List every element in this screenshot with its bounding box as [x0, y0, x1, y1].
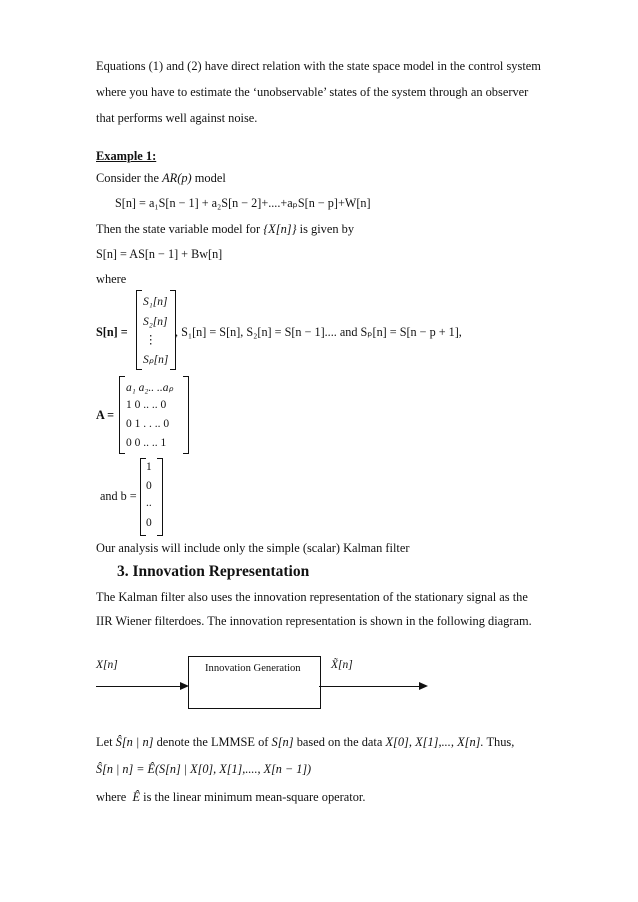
operator-line: [96, 790, 365, 805]
section-heading: 3. Innovation Representation: [117, 563, 310, 580]
consider-suffix: model: [194, 171, 226, 185]
s-vector-row: S₁[n]: [143, 296, 168, 308]
a-matrix-label: A =: [96, 408, 115, 422]
paragraph-line: The Kalman filter also uses the innovation representation of the stationary signal as the: [96, 590, 528, 604]
estimate-equation: Ŝ[n | n] = Ê(S[n] | X[0], X[1],...., X[n − 1]): [96, 762, 312, 776]
state-variable-prefix: Then the state variable model for: [96, 222, 261, 236]
state-variable-set: {X[n]}: [263, 222, 297, 236]
operator-description: is the linear minimum mean-square operator.: [143, 790, 366, 804]
state-variable-suffix: is given by: [299, 222, 355, 236]
example-title: Example 1:: [96, 149, 157, 163]
input-arrow: [96, 686, 180, 687]
b-vector-row: 0: [146, 480, 152, 492]
where-label: where: [96, 272, 127, 286]
model-name: AR(p): [162, 171, 192, 185]
a-matrix-row: 1 0 .. .. 0: [126, 399, 167, 411]
diagram-input-label: X[n]: [96, 659, 118, 671]
output-arrowhead: [419, 682, 428, 690]
state-equation: S[n] = AS[n − 1] + Bw[n]: [96, 247, 223, 261]
right-bracket: [157, 458, 163, 536]
diagram-output-label: X̃[n]: [331, 659, 353, 671]
lmmse-line: [96, 735, 514, 750]
data-symbols: X[0], X[1],..., X[n].: [385, 735, 484, 749]
block-label: Innovation Generation: [205, 663, 301, 674]
s-vector-row: S₂[n]: [143, 316, 168, 328]
b-vector-row: 1: [146, 461, 152, 473]
s-vector-row: Sₚ[n]: [143, 354, 169, 366]
b-vector-label: and b =: [100, 489, 137, 503]
paragraph-line: that performs well against noise.: [96, 111, 258, 125]
s-definition: , S₁[n] = S[n], S₂[n] = S[n − 1].... and Sₚ[n] = S[n − p + 1],: [175, 325, 462, 339]
paragraph-line: where you have to estimate the ‘unobservable’ states of the system through an observer: [96, 85, 529, 99]
output-arrow: [319, 686, 419, 687]
where-prefix: where: [96, 790, 127, 804]
signal-symbol: S[n]: [271, 735, 294, 749]
ar-equation: S[n] = a₁S[n − 1] + a₂S[n − 2]+....+aₚS[n − p]+W[n]: [115, 196, 371, 210]
s-vector-label: S[n] =: [96, 325, 128, 339]
operator-symbol: Ê: [132, 790, 141, 804]
let-prefix: Let: [96, 735, 113, 749]
left-bracket: [119, 376, 125, 454]
right-bracket: [183, 376, 189, 454]
data-prefix: based on the data: [296, 735, 383, 749]
paragraph-line: Equations (1) and (2) have direct relation with the state space model in the control system: [96, 59, 541, 73]
s-vector-row: ⋮: [145, 334, 157, 346]
left-bracket: [136, 290, 142, 370]
analysis-note: Our analysis will include only the simple (scalar) Kalman filter: [96, 541, 410, 555]
state-variable-line: [96, 222, 354, 237]
consider-prefix: Consider the: [96, 171, 159, 185]
a-matrix-row: 0 0 .. .. 1: [126, 437, 167, 449]
a-matrix-row: 0 1 . . .. 0: [126, 418, 170, 430]
thus-suffix: Thus,: [486, 735, 515, 749]
a-matrix-row: a₁ a₂.. ..aₚ: [126, 382, 174, 394]
b-vector-row: ..: [146, 497, 152, 509]
lmmse-text: denote the LMMSE of: [156, 735, 269, 749]
paragraph-line: IIR Wiener filterdoes. The innovation representation is shown in the following diagram.: [96, 614, 532, 628]
consider-line: [96, 171, 226, 186]
estimate-symbol: Ŝ[n | n]: [115, 735, 154, 749]
b-vector-row: 0: [146, 517, 152, 529]
